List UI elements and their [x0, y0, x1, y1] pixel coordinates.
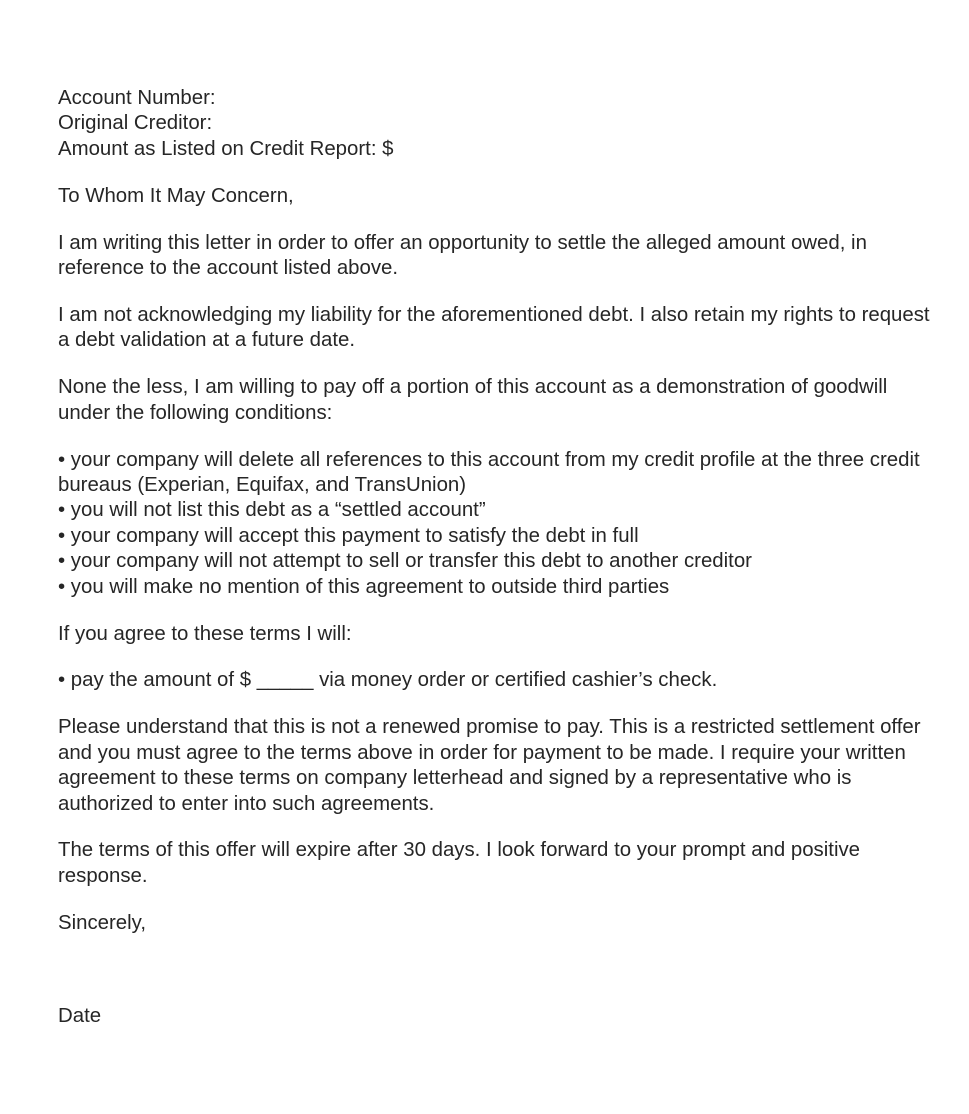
paragraph-restricted-offer-text: Please understand that this is not a renewed promise to pay. This is a restricted settlement offer and you must agree to the terms above in order for payment to be made. I require your written agreement to these terms on company letterhead and signed by a representative who is authorized to enter into such agreements. [58, 716, 921, 815]
paragraph-liability-text: I am not acknowledging my liability for the aforementioned debt. I also retain my rights to request a debt validation at a future date. [58, 303, 930, 352]
salutation [58, 184, 938, 209]
original-creditor-label: Original Creditor: [58, 112, 213, 135]
paragraph-offer-text: I am writing this letter in order to offer an opportunity to settle the alleged amount owed, in reference to the account listed above. [58, 231, 867, 280]
paragraph-restricted-offer [58, 715, 938, 817]
signoff [58, 911, 938, 936]
amount-listed-label: Amount as Listed on Credit Report: $ [58, 137, 394, 160]
list-item: • your company will delete all references to this account from my credit profile at the three credit bureaus (Experian, Equifax, and TransUnion) [58, 448, 920, 496]
conditions-list [58, 448, 938, 600]
date-label: Date [58, 1004, 102, 1027]
paragraph-liability [58, 303, 938, 354]
paragraph-expiry [58, 838, 938, 889]
paragraph-expiry-text: The terms of this offer will expire after 30 days. I look forward to your prompt and positive response. [58, 839, 861, 887]
paragraph-goodwill [58, 375, 938, 426]
list-item: • pay the amount of $ _____ via money order or certified cashier’s check. [58, 669, 718, 692]
payment-terms-list [58, 668, 938, 693]
paragraph-goodwill-text: None the less, I am willing to pay off a portion of this account as a demonstration of goodwill under the following conditions: [58, 376, 888, 424]
signature-space [58, 958, 938, 1004]
account-number-label: Account Number: [58, 87, 216, 109]
paragraph-offer [58, 231, 938, 282]
letter-page [58, 86, 938, 1051]
account-header [58, 86, 938, 162]
list-item: • you will not list this debt as a “settled account” [58, 499, 486, 522]
agree-intro-text: If you agree to these terms I will: [58, 622, 352, 645]
list-item: • you will make no mention of this agreement to outside third parties [58, 575, 670, 598]
date-line [58, 1004, 938, 1029]
agree-intro [58, 622, 938, 647]
list-item: • your company will accept this payment to satisfy the debt in full [58, 524, 639, 547]
salutation-text: To Whom It May Concern, [58, 184, 294, 207]
list-item: • your company will not attempt to sell or transfer this debt to another creditor [58, 550, 752, 573]
signoff-text: Sincerely, [58, 911, 147, 934]
